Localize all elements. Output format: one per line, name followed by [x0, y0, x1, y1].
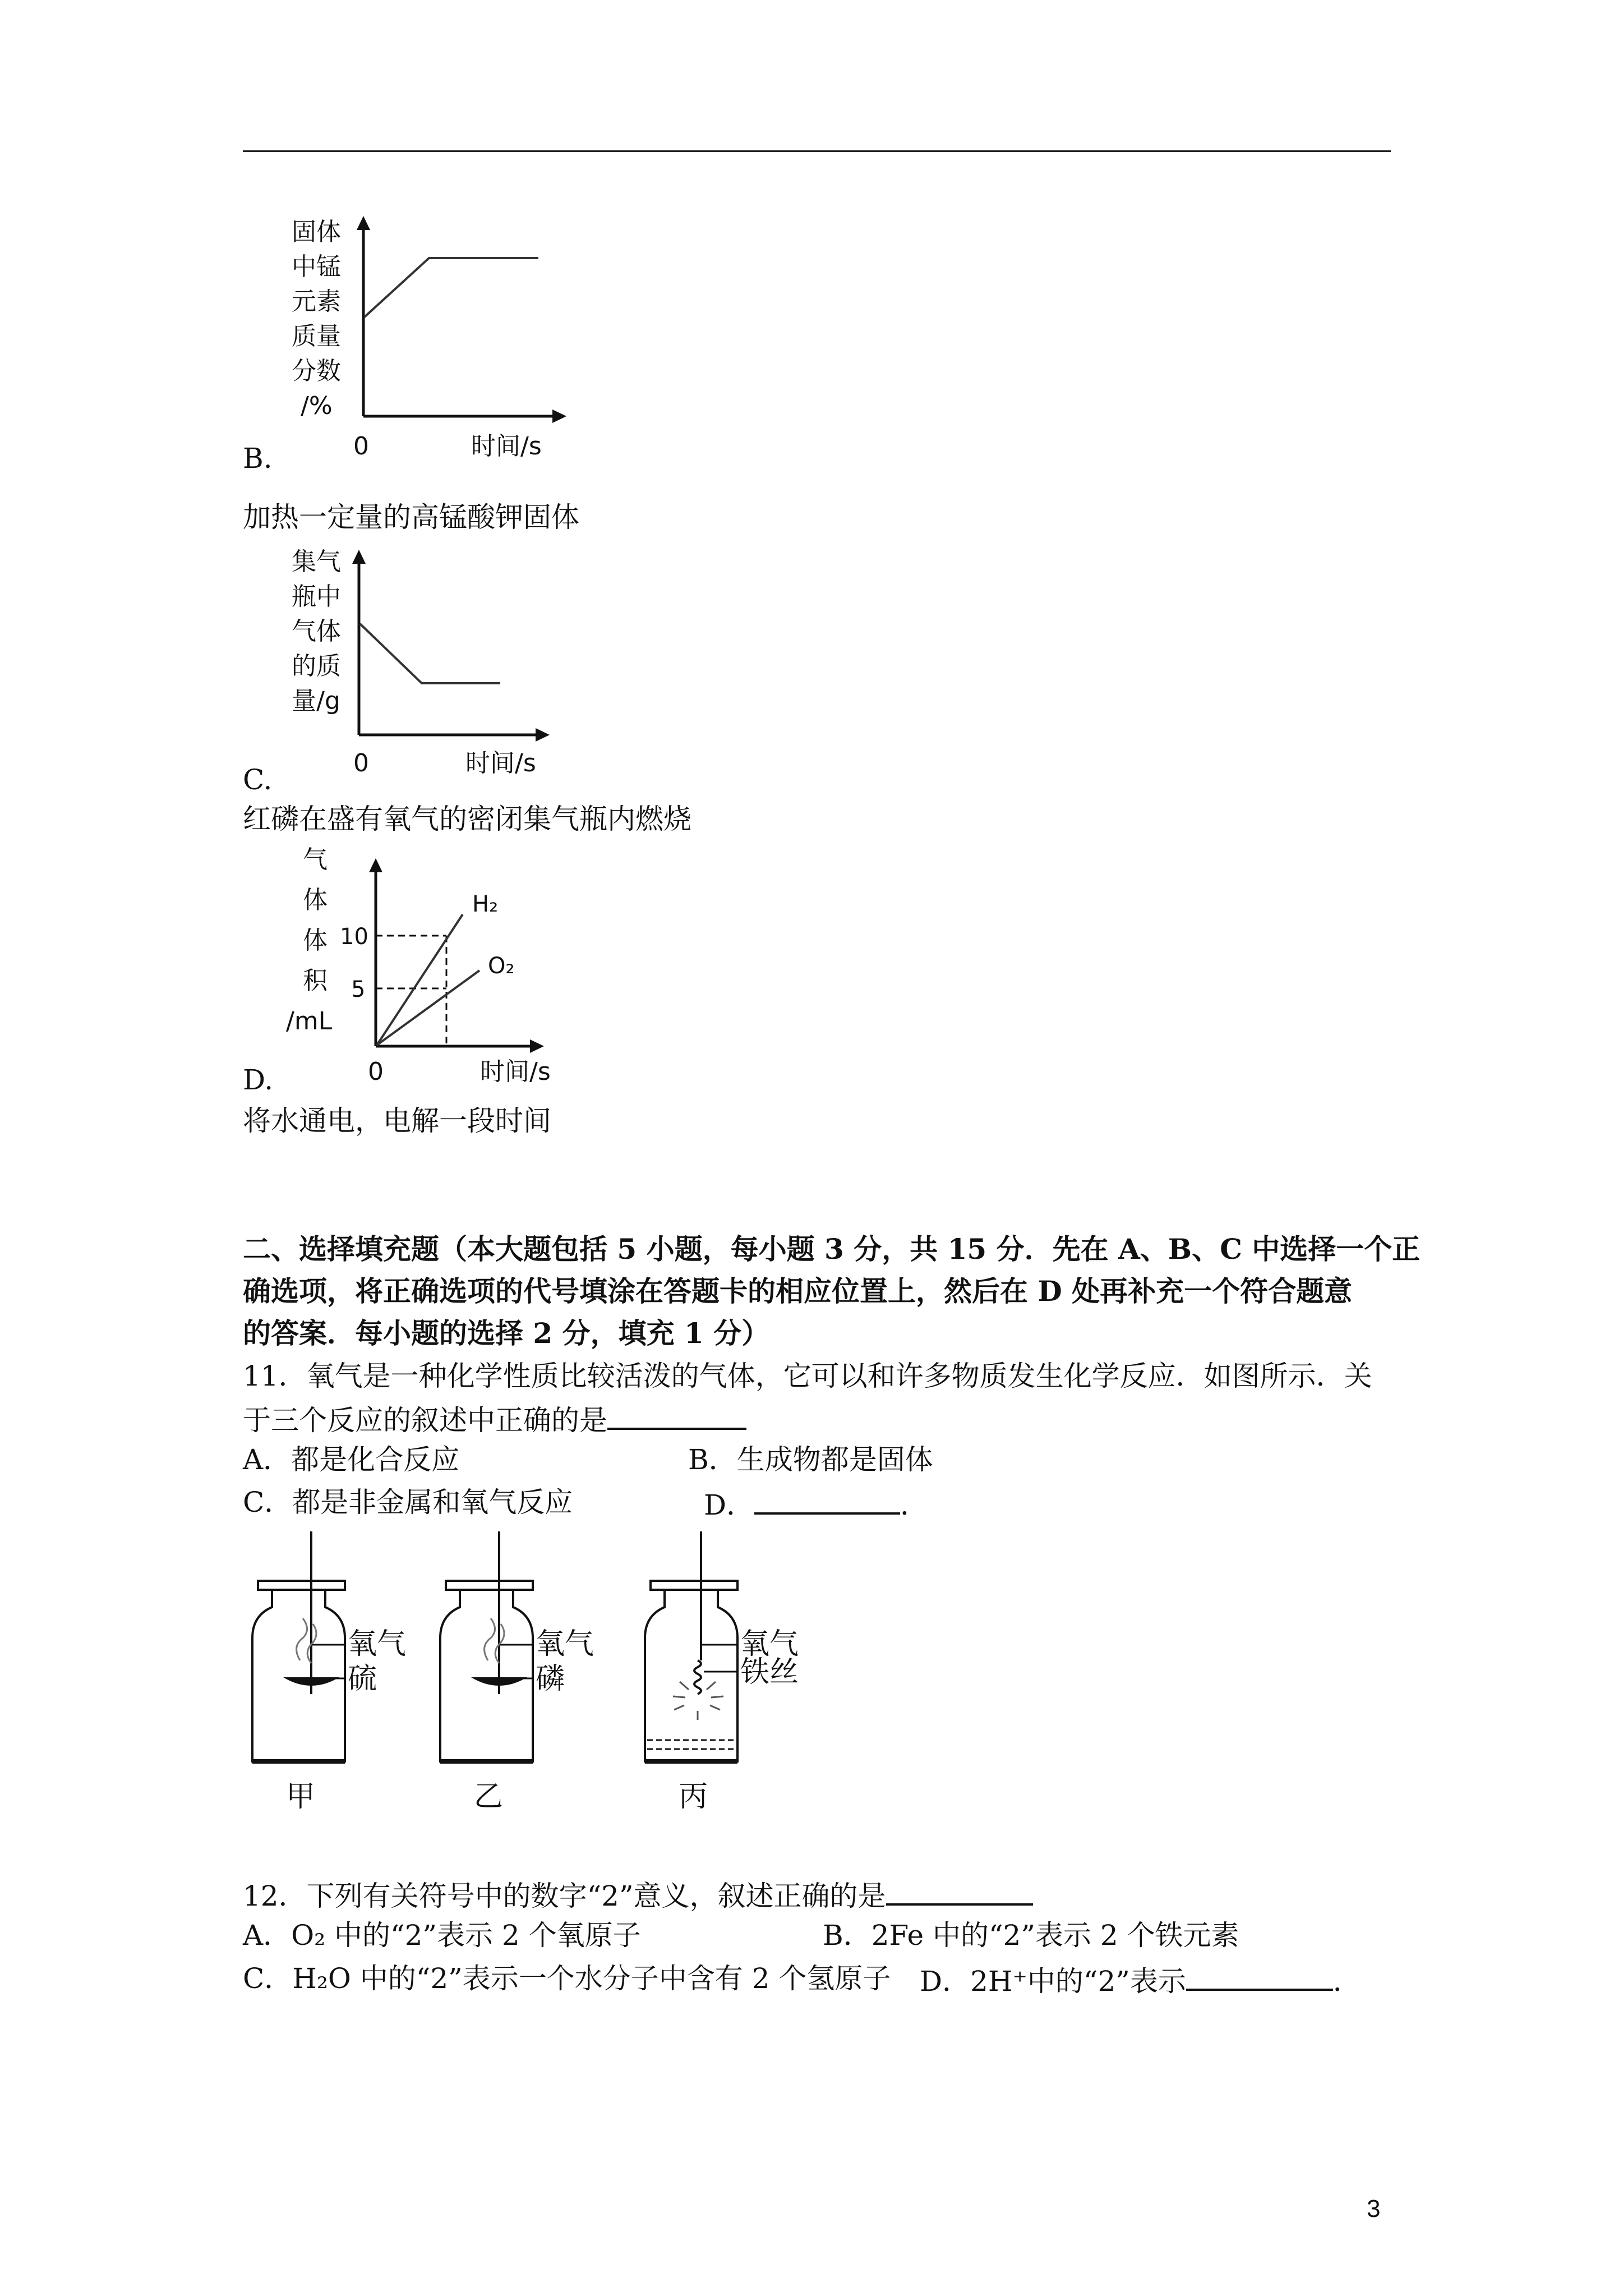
graph-b [269, 213, 583, 471]
svg-text:积: 积 [303, 967, 328, 995]
svg-text:硫: 硫 [348, 1662, 377, 1696]
q11-d-blank[interactable] [754, 1485, 900, 1515]
svg-text:体: 体 [303, 926, 328, 955]
svg-text:甲: 甲 [286, 1780, 316, 1814]
svg-text:铁丝: 铁丝 [740, 1655, 799, 1689]
q12-option-d-end: ． [1332, 1965, 1361, 1998]
graph-b-option: B. [243, 442, 273, 475]
apparatus-bing [645, 1531, 799, 1814]
graph-d-caption: 将水通电，电解一段时间 [243, 1105, 551, 1137]
q12-answer-blank[interactable] [886, 1876, 1033, 1906]
graph-c-option: C. [243, 763, 273, 796]
q12-option-a: A．O₂ 中的“2”表示 2 个氧原子 [243, 1919, 641, 1952]
apparatus-jia [252, 1531, 406, 1814]
svg-text:元素: 元素 [292, 287, 341, 316]
q11-line1: 11．氧气是一种化学性质比较活泼的气体，它可以和许多物质发生化学反应．如图所示．关 [243, 1360, 1372, 1392]
svg-text:量/g: 量/g [292, 687, 340, 715]
svg-text:0: 0 [368, 1057, 384, 1085]
svg-text:/mL: /mL [286, 1007, 333, 1036]
page-number: 3 [1367, 2195, 1381, 2223]
svg-text:集气: 集气 [292, 547, 341, 576]
svg-text:氧气: 氧气 [348, 1627, 407, 1661]
q12-option-b: B．2Fe 中的“2”表示 2 个铁元素 [823, 1919, 1239, 1952]
svg-text:时间/s: 时间/s [480, 1057, 551, 1085]
q11-line2-text: 于三个反应的叙述中正确的是 [243, 1404, 607, 1437]
q11-apparatus-figure [247, 1526, 841, 1818]
section2-line1: 二、选择填充题（本大题包括 5 小题，每小题 3 分，共 15 分．先在 A、B、C 中选择一个正 [243, 1232, 1421, 1266]
svg-text:乙: 乙 [474, 1780, 504, 1814]
section2-line2: 确选项，将正确选项的代号填涂在答题卡的相应位置上，然后在 D 处再补充一个符合题意 [243, 1274, 1353, 1308]
q12-option-d-label: D．2H⁺中的“2”表示 [920, 1965, 1186, 1998]
svg-text:气: 气 [303, 845, 328, 874]
q12-option-c: C．H₂O 中的“2”表示一个水分子中含有 2 个氢原子 [243, 1962, 891, 1995]
svg-text:丙: 丙 [679, 1780, 708, 1814]
graph-b-ylabel [292, 218, 341, 420]
q11-option-d-end: ． [900, 1489, 929, 1521]
svg-text:磷: 磷 [536, 1662, 565, 1696]
svg-text:固体: 固体 [292, 218, 341, 246]
graph-b-line [365, 258, 538, 317]
apparatus-yi [440, 1531, 594, 1814]
graph-b-caption: 加热一定量的高锰酸钾固体 [243, 501, 579, 533]
graph-d-o2-line [377, 970, 479, 1045]
graph-d-o2-label: O₂ [488, 953, 515, 979]
svg-text:气体: 气体 [292, 617, 341, 646]
q11-option-c: C．都是非金属和氧气反应 [243, 1486, 573, 1519]
graph-c-caption: 红磷在盛有氧气的密闭集气瓶内燃烧 [243, 803, 691, 835]
graph-c [269, 544, 572, 780]
svg-text:时间/s: 时间/s [465, 749, 536, 777]
q11-line2 [243, 1401, 746, 1437]
svg-text:瓶中: 瓶中 [292, 582, 341, 611]
q12-option-d [920, 1962, 1361, 1998]
svg-text:氧气: 氧气 [536, 1627, 594, 1661]
graph-d-option: D. [243, 1064, 274, 1096]
svg-text:中锰: 中锰 [292, 252, 341, 281]
graph-d-h2-label: H₂ [472, 891, 499, 917]
svg-text:质量: 质量 [292, 322, 341, 351]
q11-option-a: A．都是化合反应 [243, 1443, 460, 1476]
graph-c-line [360, 624, 500, 683]
svg-text:5: 5 [351, 977, 366, 1002]
graph-b-origin: 0 [353, 432, 369, 461]
q11-option-d-label: D． [704, 1489, 755, 1521]
q11-answer-blank[interactable] [607, 1401, 746, 1430]
section2-line3: 的答案．每小题的选择 2 分，填充 1 分） [243, 1317, 770, 1350]
graph-d [269, 844, 583, 1085]
svg-text:体: 体 [303, 886, 328, 914]
svg-text:氧气: 氧气 [740, 1627, 799, 1661]
q11-option-d [704, 1485, 928, 1522]
svg-text:分数: 分数 [292, 357, 341, 385]
svg-text:的质: 的质 [292, 652, 341, 680]
svg-text:/%: /% [301, 392, 333, 420]
graph-d-h2-line [377, 914, 463, 1045]
svg-text:0: 0 [353, 749, 369, 777]
q12-d-blank[interactable] [1186, 1962, 1333, 1991]
q11-option-b: B．生成物都是固体 [688, 1443, 933, 1476]
q12-line1 [243, 1876, 1033, 1913]
graph-b-xlabel: 时间/s [471, 432, 542, 461]
svg-text:10: 10 [340, 924, 368, 950]
header-rule [243, 150, 1391, 152]
q12-line1-text: 12．下列有关符号中的数字“2”意义，叙述正确的是 [243, 1880, 886, 1912]
